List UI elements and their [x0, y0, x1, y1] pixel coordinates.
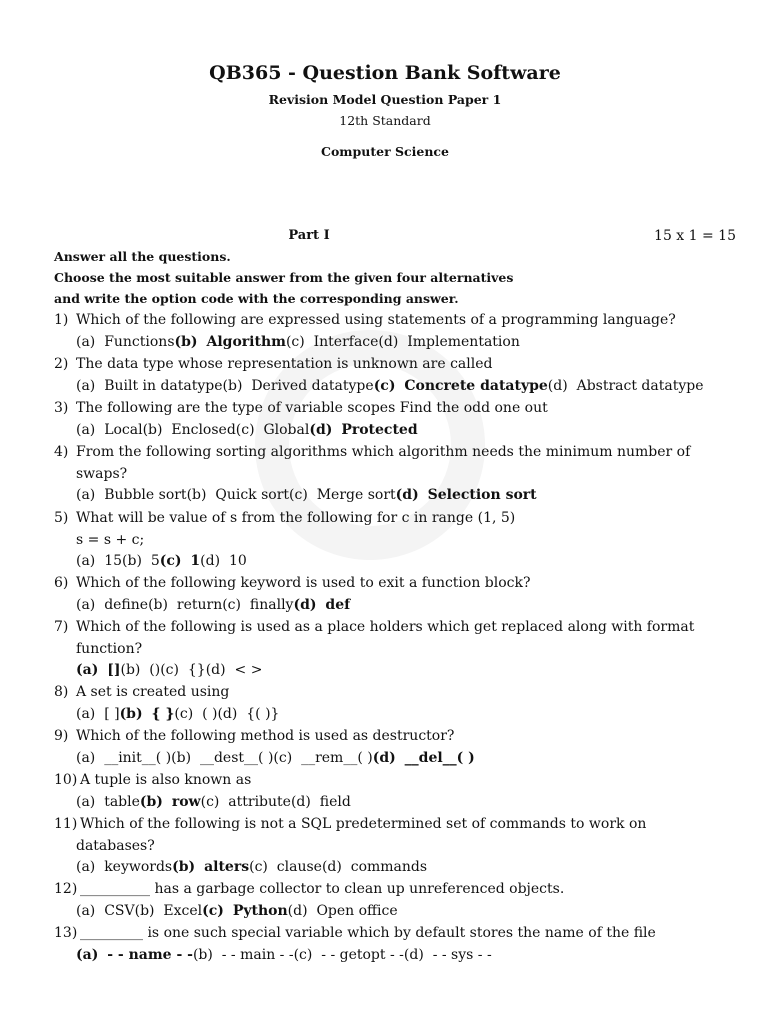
option-gap	[308, 487, 317, 503]
options-row	[76, 597, 350, 613]
option-code: (a)	[76, 596, 96, 613]
option-gap	[224, 903, 233, 919]
option-text: Built in datatype	[104, 377, 223, 394]
option-code: (d)	[290, 793, 311, 810]
option-text: CSV	[104, 902, 135, 919]
instruction-line: Choose the most suitable answer from the given four alternatives	[54, 270, 514, 285]
options-row	[76, 553, 247, 569]
part-title: Part I	[288, 228, 330, 243]
question-text: Which of the following is used as a place holders which get replaced along with format	[76, 619, 695, 635]
option-gap	[219, 794, 228, 810]
correct-answer-text: Concrete datatype	[404, 377, 548, 394]
option-text: Abstract datatype	[576, 377, 704, 394]
correct-answer-text: row	[171, 793, 201, 810]
option-gap	[95, 903, 104, 919]
option-gap	[220, 553, 229, 569]
option-gap	[311, 794, 320, 810]
question-text: The following are the type of variable scopes Find the odd one out	[76, 400, 548, 416]
option-text: __rem__( )	[301, 749, 373, 766]
question-number: 6)	[54, 575, 69, 591]
option-code: (a)	[76, 333, 96, 350]
option-text: ()	[149, 662, 161, 678]
option-text: Excel	[163, 902, 203, 919]
option-gap	[95, 422, 104, 438]
options-row	[76, 903, 398, 919]
question-text: function?	[76, 640, 143, 657]
option-text: __init__( )	[104, 749, 172, 766]
option-gap	[226, 662, 235, 678]
correct-answer-text: []	[107, 662, 121, 678]
question-number: 9)	[54, 728, 69, 744]
option-code: (b)	[174, 333, 198, 350]
option-text: finally	[249, 596, 294, 613]
option-code: (a)	[76, 946, 99, 963]
option-code: (a)	[76, 902, 96, 919]
option-gap	[237, 706, 246, 722]
option-code: (d)	[200, 553, 221, 569]
question-number: 13)	[54, 925, 78, 941]
options-row	[76, 334, 520, 350]
option-text: Derived datatype	[251, 377, 374, 394]
option-gap	[342, 859, 351, 875]
options-row	[76, 750, 475, 766]
option-text: keywords	[104, 859, 173, 875]
instruction-line: Answer all the questions.	[54, 249, 231, 264]
option-gap	[95, 794, 104, 810]
question-text: Which of the following are expressed using statements of a programming language?	[76, 312, 676, 328]
option-code: (c)	[289, 487, 308, 503]
option-code: (d)	[309, 421, 333, 438]
question-text: s = s + c;	[76, 531, 145, 548]
option-code: (a)	[76, 421, 96, 438]
option-text: 5	[150, 553, 160, 569]
options-row	[76, 662, 262, 678]
option-code: (d)	[372, 749, 396, 766]
correct-answer-text: alters	[204, 859, 250, 875]
option-text: return	[176, 596, 223, 613]
option-code: (c)	[293, 946, 313, 963]
question-text: databases?	[76, 837, 155, 854]
question-text: A tuple is also known as	[80, 772, 252, 788]
option-code: (b)	[148, 596, 168, 613]
correct-answer-text: Selection sort	[427, 487, 537, 503]
option-text: - - getopt - -	[321, 946, 404, 963]
option-code: (b)	[134, 902, 155, 919]
question-text: Which of the following keyword is used to exit a function block?	[76, 575, 531, 591]
paper-subtitle: Revision Model Question Paper 1	[268, 92, 502, 107]
option-code: (a)	[76, 377, 96, 394]
option-gap	[305, 334, 314, 350]
question-text: From the following sorting algorithms which algorithm needs the minimum number of	[76, 444, 691, 460]
option-text: 10	[228, 553, 247, 569]
option-text: clause	[276, 859, 322, 875]
option-text: Quick sort	[215, 487, 290, 503]
option-gap	[168, 597, 177, 613]
option-gap	[398, 334, 407, 350]
option-gap	[242, 378, 251, 394]
option-text: Interface	[313, 333, 379, 350]
option-code: (d)	[547, 377, 568, 394]
option-code: (d)	[321, 859, 342, 875]
option-gap	[95, 597, 104, 613]
option-text: 15	[104, 553, 123, 569]
option-gap	[98, 662, 107, 678]
option-gap	[95, 334, 104, 350]
option-gap	[268, 859, 277, 875]
option-code: (c)	[285, 333, 305, 350]
option-code: (b)	[172, 859, 196, 875]
option-gap	[140, 662, 149, 678]
option-code: (c)	[159, 553, 182, 569]
option-gap	[332, 422, 341, 438]
part-header	[54, 228, 736, 248]
option-code: (b)	[192, 946, 213, 963]
option-text: {( )}	[246, 705, 280, 722]
option-code: (b)	[122, 553, 142, 569]
option-gap	[396, 750, 405, 766]
option-gap	[568, 378, 577, 394]
option-text: Functions	[104, 333, 175, 350]
option-gap	[241, 597, 250, 613]
option-gap	[163, 794, 172, 810]
option-code: (c)	[249, 859, 268, 875]
question-text: Which of the following is not a SQL predetermined set of commands to work on	[80, 816, 647, 832]
standard-label: 12th Standard	[339, 113, 431, 128]
option-gap	[419, 487, 428, 503]
option-code: (b)	[119, 705, 143, 722]
option-gap	[95, 859, 104, 875]
option-gap	[195, 859, 204, 875]
option-gap	[143, 706, 152, 722]
option-code: (b)	[222, 377, 243, 394]
option-text: Implementation	[407, 333, 520, 350]
option-gap	[191, 750, 200, 766]
option-text: - - sys - -	[432, 946, 492, 963]
option-gap	[95, 487, 104, 503]
question-number: 3)	[54, 400, 69, 416]
option-code: (b)	[139, 793, 163, 810]
option-code: (a)	[76, 749, 96, 766]
option-gap	[95, 378, 104, 394]
option-text: Open office	[316, 902, 398, 919]
option-gap	[95, 750, 104, 766]
option-code: (c)	[200, 793, 220, 810]
question-number: 4)	[54, 444, 69, 460]
option-code: (c)	[160, 662, 179, 678]
question-number: 1)	[54, 312, 69, 328]
correct-answer-text: def	[325, 596, 351, 613]
options-row	[76, 422, 418, 438]
options-row	[76, 947, 492, 963]
option-text: Local	[104, 421, 143, 438]
option-text: Enclosed	[171, 421, 236, 438]
option-code: (c)	[373, 377, 396, 394]
correct-answer-text: Protected	[341, 421, 418, 438]
question-text: What will be value of s from the following for c in range (1, 5)	[76, 510, 516, 526]
option-gap	[424, 947, 433, 963]
option-gap	[142, 553, 151, 569]
option-text: - - main - -	[221, 946, 294, 963]
option-text: define	[104, 596, 149, 613]
option-gap	[95, 706, 104, 722]
question-text: _________ is one such special variable which by default stores the name of the file	[80, 925, 656, 941]
correct-answer-text: Python	[232, 902, 288, 919]
option-code: (d)	[293, 596, 317, 613]
question-number: 10)	[54, 772, 78, 788]
option-gap	[98, 947, 107, 963]
option-code: (b)	[120, 662, 141, 678]
question-text: __________ has a garbage collector to clean up unreferenced objects.	[80, 881, 565, 897]
option-code: (d)	[378, 333, 399, 350]
option-text: ( )	[202, 705, 218, 722]
option-code: (c)	[174, 705, 194, 722]
question-text: swaps?	[76, 465, 128, 482]
option-code: (c)	[222, 596, 241, 613]
option-code: (a)	[76, 662, 99, 678]
options-row	[76, 706, 279, 722]
option-gap	[95, 553, 104, 569]
option-gap	[193, 706, 202, 722]
option-code: (d)	[205, 662, 226, 678]
subject-label: Computer Science	[321, 144, 449, 159]
options-row	[76, 794, 351, 810]
option-text: Global	[263, 421, 310, 438]
option-text: Merge sort	[316, 487, 396, 503]
question-number: 12)	[54, 881, 78, 897]
correct-answer-text: 1	[190, 553, 201, 569]
option-code: (c)	[235, 421, 255, 438]
option-code: (a)	[76, 859, 96, 875]
correct-answer-text: - - name - -	[107, 946, 193, 963]
option-gap	[312, 947, 321, 963]
correct-answer-text: { }	[151, 705, 175, 722]
options-row	[76, 378, 704, 394]
question-number: 5)	[54, 510, 69, 526]
instruction-line: and write the option code with the corresponding answer.	[54, 291, 459, 306]
option-code: (b)	[186, 487, 207, 503]
option-code: (d)	[217, 705, 238, 722]
option-code: (a)	[76, 487, 96, 503]
option-code: (a)	[76, 553, 96, 569]
option-text: commands	[350, 859, 428, 875]
option-gap	[179, 662, 188, 678]
question-number: 11)	[54, 816, 78, 832]
option-code: (d)	[395, 487, 419, 503]
option-code: (a)	[76, 705, 96, 722]
option-text: < >	[234, 662, 263, 678]
option-text: Bubble sort	[104, 487, 187, 503]
marks-label: 15 x 1 = 15	[654, 228, 736, 244]
options-row	[76, 859, 427, 875]
option-gap	[213, 947, 222, 963]
option-text: __dest__( )	[199, 749, 274, 766]
option-text: field	[319, 793, 351, 810]
option-text: {}	[187, 662, 206, 678]
paper-title: QB365 - Question Bank Software	[209, 62, 561, 84]
question-number: 8)	[54, 684, 69, 700]
option-text: [ ]	[104, 705, 120, 722]
option-code: (c)	[273, 749, 293, 766]
question-text: The data type whose representation is unknown are called	[76, 356, 493, 372]
option-code: (d)	[287, 902, 308, 919]
question-text: A set is created using	[76, 684, 230, 700]
question-number: 7)	[54, 619, 69, 635]
options-row	[76, 487, 537, 503]
option-code: (c)	[202, 902, 224, 919]
option-text: attribute	[228, 793, 291, 810]
option-code: (d)	[403, 946, 424, 963]
option-code: (b)	[171, 749, 192, 766]
option-gap	[292, 750, 301, 766]
option-text: table	[104, 793, 140, 810]
correct-answer-text: __del__( )	[404, 749, 475, 766]
correct-answer-text: Algorithm	[206, 333, 286, 350]
question-text: Which of the following method is used as destructor?	[76, 728, 455, 744]
option-code: (a)	[76, 793, 96, 810]
option-code: (b)	[142, 421, 163, 438]
question-number: 2)	[54, 356, 69, 372]
